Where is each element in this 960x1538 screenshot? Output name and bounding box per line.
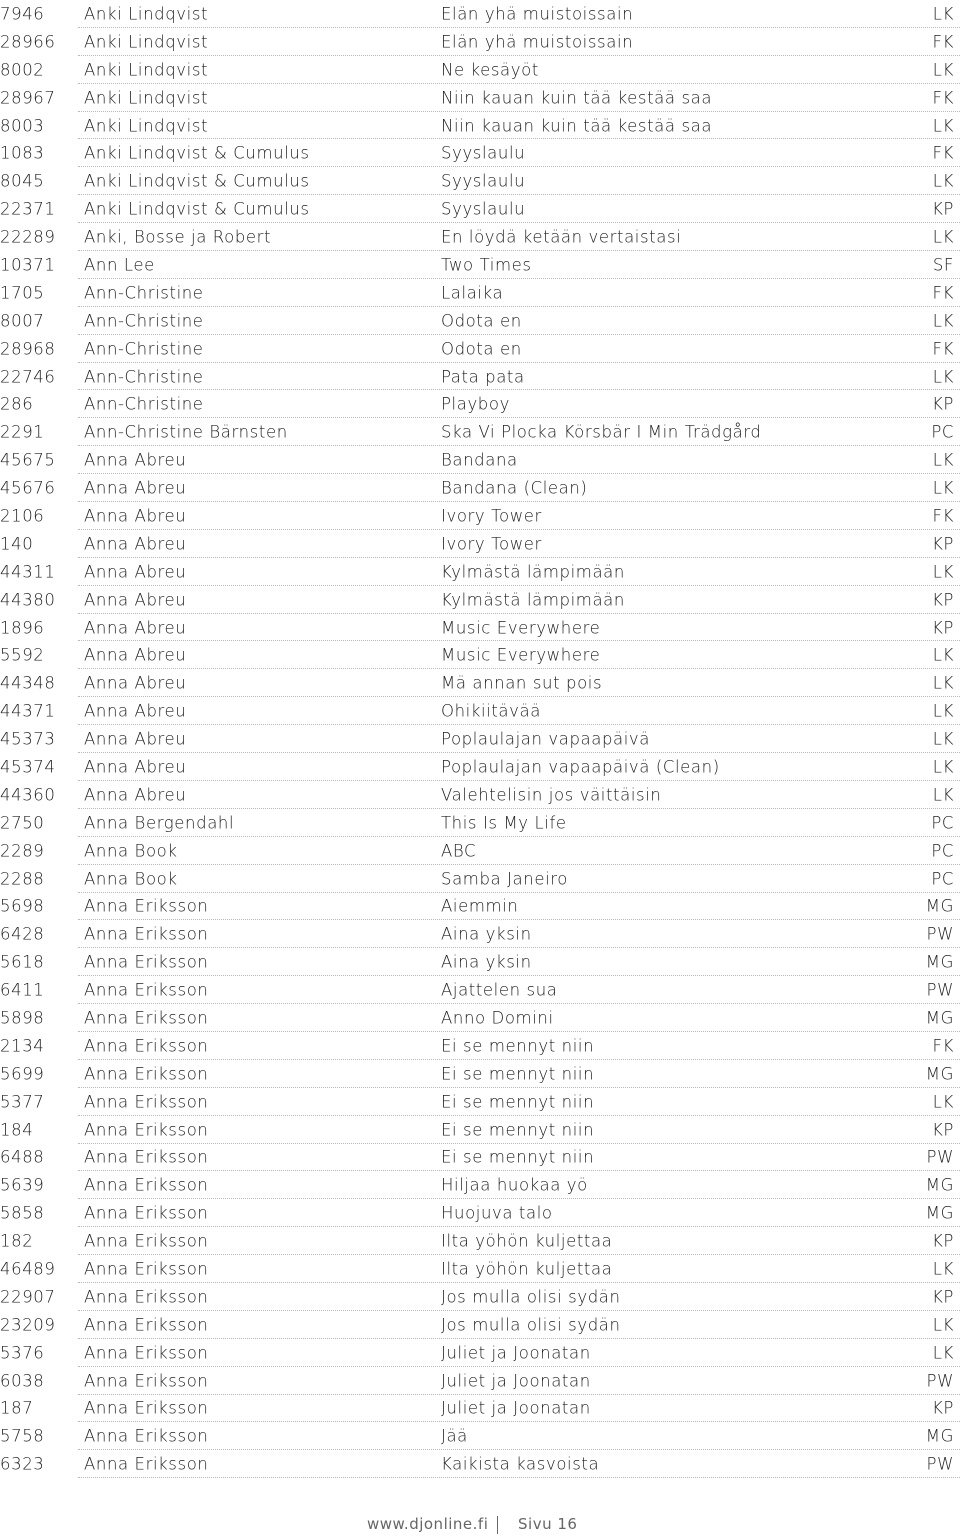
artist-name: Anna Eriksson (84, 1454, 209, 1474)
artist-name: Anna Eriksson (84, 1092, 209, 1112)
song-number: 5758 (0, 1426, 45, 1446)
artist-name: Anna Abreu (84, 562, 187, 582)
song-title: Bandana (Clean) (441, 478, 588, 498)
song-number: 8007 (0, 311, 45, 331)
artist-name: Anna Eriksson (84, 1231, 209, 1251)
artist-name: Anna Abreu (84, 785, 187, 805)
table-row (0, 112, 960, 140)
format-code: LK (932, 450, 954, 470)
song-title: Music Everywhere (441, 618, 601, 638)
song-title: Ska Vi Plocka Körsbär I Min Trädgård (441, 422, 762, 442)
song-title: Ivory Tower (441, 506, 542, 526)
song-number: 2288 (0, 869, 45, 889)
song-number: 1083 (0, 143, 45, 163)
table-row (0, 586, 960, 614)
song-number: 44311 (0, 562, 56, 582)
table-row (0, 1227, 960, 1255)
song-title: Poplaulajan vapaapäivä (441, 729, 650, 749)
song-title: Music Everywhere (441, 645, 601, 665)
artist-name: Anna Abreu (84, 673, 187, 693)
song-title: Hiljaa huokaa yö (441, 1175, 588, 1195)
table-row (0, 920, 960, 948)
table-row (0, 558, 960, 586)
table-row (0, 223, 960, 251)
song-number: 45373 (0, 729, 56, 749)
table-row (0, 948, 960, 976)
song-title: Valehtelisin jos väittäisin (441, 785, 662, 805)
song-number: 44371 (0, 701, 56, 721)
song-number: 2289 (0, 841, 45, 861)
song-number: 23209 (0, 1315, 56, 1335)
table-row (0, 1311, 960, 1339)
song-number: 2134 (0, 1036, 45, 1056)
format-code: FK (932, 32, 954, 52)
song-number: 22907 (0, 1287, 56, 1307)
format-code: PC (931, 869, 954, 889)
format-code: LK (932, 785, 954, 805)
artist-name: Anna Eriksson (84, 896, 209, 916)
artist-name: Ann-Christine (84, 339, 204, 359)
format-code: LK (932, 116, 954, 135)
song-title: Kylmästä lämpimään (441, 590, 625, 610)
table-row (0, 251, 960, 279)
artist-name: Anna Eriksson (84, 1343, 209, 1363)
table-row (0, 1116, 960, 1144)
table-row (0, 84, 960, 112)
artist-name: Anna Bergendahl (84, 813, 235, 833)
format-code: FK (932, 143, 954, 163)
format-code: PC (931, 813, 954, 833)
song-title: Aina yksin (441, 924, 532, 944)
table-row (0, 697, 960, 725)
artist-name: Anki Lindqvist (84, 88, 209, 108)
song-number: 6428 (0, 924, 45, 944)
song-number: 5898 (0, 1008, 45, 1028)
table-row (0, 195, 960, 223)
artist-name: Anna Abreu (84, 757, 187, 777)
artist-name: Anna Eriksson (84, 924, 209, 944)
song-title: Kylmästä lämpimään (441, 562, 625, 582)
artist-name: Anna Eriksson (84, 1120, 209, 1140)
format-code: LK (932, 171, 954, 191)
artist-name: Anna Eriksson (84, 1259, 209, 1279)
table-row (0, 1450, 960, 1478)
artist-name: Anna Abreu (84, 645, 187, 665)
song-number: 8003 (0, 116, 45, 135)
format-code: LK (932, 311, 954, 331)
format-code: MG (925, 1426, 954, 1446)
format-code: PW (926, 1147, 954, 1167)
song-number: 6038 (0, 1371, 45, 1391)
format-code: PW (926, 1454, 954, 1474)
song-title: Lalaika (441, 283, 504, 303)
table-row (0, 307, 960, 335)
artist-name: Anki Lindqvist & Cumulus (84, 171, 310, 191)
song-title: Aina yksin (441, 952, 532, 972)
song-number: 22289 (0, 227, 56, 247)
song-title: Juliet ja Joonatan (441, 1343, 591, 1363)
song-number: 5377 (0, 1092, 45, 1112)
song-number: 22371 (0, 199, 56, 219)
table-row (0, 363, 960, 391)
format-code: MG (925, 1175, 954, 1195)
song-title: Odota en (441, 311, 522, 331)
song-number: 8002 (0, 60, 45, 80)
song-title: Syyslaulu (441, 171, 526, 191)
table-row (0, 1171, 960, 1199)
song-title: Ne kesäyöt (441, 60, 539, 80)
table-row (0, 28, 960, 56)
song-title: Kaikista kasvoista (441, 1454, 600, 1474)
format-code: FK (932, 283, 954, 303)
format-code: PW (926, 924, 954, 944)
format-code: LK (932, 1343, 954, 1363)
song-number: 2750 (0, 813, 45, 833)
format-code: LK (932, 729, 954, 749)
artist-name: Anki Lindqvist & Cumulus (84, 143, 310, 163)
format-code: PW (926, 980, 954, 1000)
song-number: 22746 (0, 367, 56, 387)
format-code: MG (925, 952, 954, 972)
song-title: Odota en (441, 339, 522, 359)
format-code: MG (925, 896, 954, 916)
artist-name: Anna Eriksson (84, 1371, 209, 1391)
artist-name: Ann-Christine (84, 367, 204, 387)
format-code: MG (925, 1203, 954, 1223)
song-title: Ilta yöhön kuljettaa (441, 1231, 613, 1251)
format-code: PW (926, 1371, 954, 1391)
artist-name: Anna Abreu (84, 506, 187, 526)
format-code: PC (931, 841, 954, 861)
artist-name: Anki Lindqvist (84, 4, 209, 24)
artist-name: Anna Abreu (84, 478, 187, 498)
song-title: Ei se mennyt niin (441, 1064, 595, 1084)
table-row (0, 474, 960, 502)
artist-name: Anna Abreu (84, 534, 187, 554)
table-row (0, 418, 960, 446)
song-number: 5639 (0, 1175, 45, 1195)
song-number: 44360 (0, 785, 56, 805)
song-title: Samba Janeiro (441, 869, 568, 889)
format-code: KP (932, 1398, 954, 1418)
artist-name: Anna Book (84, 841, 178, 861)
artist-name: Anna Eriksson (84, 1287, 209, 1307)
table-row (0, 530, 960, 558)
song-number: 7946 (0, 4, 45, 24)
format-code: MG (925, 1008, 954, 1028)
table-row (0, 1395, 960, 1423)
format-code: KP (932, 618, 954, 638)
table-row (0, 56, 960, 84)
song-title: Mä annan sut pois (441, 673, 603, 693)
song-title: Poplaulajan vapaapäivä (Clean) (441, 757, 720, 777)
format-code: KP (932, 1287, 954, 1307)
song-title: Juliet ja Joonatan (441, 1398, 591, 1418)
song-title: Anno Domini (441, 1008, 554, 1028)
format-code: LK (932, 227, 954, 247)
artist-name: Anna Eriksson (84, 952, 209, 972)
song-number: 45374 (0, 757, 56, 777)
format-code: FK (932, 339, 954, 359)
song-number: 5698 (0, 896, 45, 916)
format-code: KP (932, 1231, 954, 1251)
artist-name: Anna Abreu (84, 729, 187, 749)
table-row (0, 167, 960, 195)
format-code: LK (932, 645, 954, 665)
table-row (0, 390, 960, 418)
song-title: Jos mulla olisi sydän (441, 1287, 621, 1307)
format-code: KP (932, 1120, 954, 1140)
format-code: FK (932, 88, 954, 108)
table-row (0, 781, 960, 809)
table-row (0, 614, 960, 642)
format-code: PC (931, 422, 954, 442)
format-code: MG (925, 1064, 954, 1084)
format-code: LK (932, 562, 954, 582)
song-number: 28966 (0, 32, 56, 52)
song-number: 5592 (0, 645, 45, 665)
song-number: 5699 (0, 1064, 45, 1084)
song-title: Ei se mennyt niin (441, 1120, 595, 1140)
artist-name: Anna Eriksson (84, 1426, 209, 1446)
format-code: LK (932, 701, 954, 721)
song-title: Niin kauan kuin tää kestää saa (441, 116, 713, 135)
format-code: LK (932, 1315, 954, 1335)
song-title: En löydä ketään vertaistasi (441, 227, 682, 247)
artist-name: Anna Abreu (84, 590, 187, 610)
table-row (0, 725, 960, 753)
song-number: 2106 (0, 506, 45, 526)
table-row (0, 976, 960, 1004)
song-number: 28968 (0, 339, 56, 359)
song-number: 10371 (0, 255, 56, 275)
song-number: 45675 (0, 450, 56, 470)
artist-name: Anki Lindqvist & Cumulus (84, 199, 310, 219)
artist-name: Anna Abreu (84, 618, 187, 638)
artist-name: Anki Lindqvist (84, 32, 209, 52)
table-row (0, 502, 960, 530)
artist-name: Anki Lindqvist (84, 116, 209, 135)
song-title: This Is My Life (441, 813, 567, 833)
format-code: LK (932, 1259, 954, 1279)
song-number: 187 (0, 1398, 34, 1418)
table-row (0, 1088, 960, 1116)
song-title: Juliet ja Joonatan (441, 1371, 591, 1391)
song-title: Ilta yöhön kuljettaa (441, 1259, 613, 1279)
table-row (0, 1060, 960, 1088)
artist-name: Anki, Bosse ja Robert (84, 227, 272, 247)
artist-name: Anna Eriksson (84, 1147, 209, 1167)
song-number: 46489 (0, 1259, 56, 1279)
table-row (0, 446, 960, 474)
song-number: 1705 (0, 283, 45, 303)
table-row (0, 893, 960, 921)
song-number: 6488 (0, 1147, 45, 1167)
song-title: Ohikiitävää (441, 701, 541, 721)
format-code: KP (932, 590, 954, 610)
artist-name: Anna Eriksson (84, 1036, 209, 1056)
artist-name: Ann-Christine (84, 394, 204, 414)
artist-name: Anna Eriksson (84, 1008, 209, 1028)
artist-name: Anna Eriksson (84, 1398, 209, 1418)
song-number: 6323 (0, 1454, 45, 1474)
format-code: KP (932, 394, 954, 414)
song-title: Two Times (441, 255, 532, 275)
artist-name: Anna Eriksson (84, 1175, 209, 1195)
footer-separator (497, 1516, 498, 1534)
artist-name: Anna Eriksson (84, 1315, 209, 1335)
song-number: 1896 (0, 618, 45, 638)
format-code: FK (932, 1036, 954, 1056)
artist-name: Anna Abreu (84, 701, 187, 721)
artist-name: Anna Eriksson (84, 980, 209, 1000)
page-number: Sivu 16 (518, 1515, 578, 1533)
table-row (0, 1032, 960, 1060)
format-code: LK (932, 673, 954, 693)
song-title: Ajattelen sua (441, 980, 558, 1000)
song-number: 28967 (0, 88, 56, 108)
song-title: Syyslaulu (441, 199, 526, 219)
song-number: 6411 (0, 980, 45, 1000)
artist-name: Ann-Christine (84, 311, 204, 331)
format-code: LK (932, 4, 954, 24)
song-title: Jos mulla olisi sydän (441, 1315, 621, 1335)
format-code: LK (932, 1092, 954, 1112)
format-code: SF (932, 255, 954, 275)
song-title: Ei se mennyt niin (441, 1147, 595, 1167)
song-number: 140 (0, 534, 34, 554)
song-number: 45676 (0, 478, 56, 498)
artist-name: Anna Abreu (84, 450, 187, 470)
song-title: Elän yhä muistoissain (441, 32, 634, 52)
table-row (0, 641, 960, 669)
format-code: LK (932, 757, 954, 777)
song-title: Huojuva talo (441, 1203, 553, 1223)
artist-name: Anki Lindqvist (84, 60, 209, 80)
song-title: Aiemmin (441, 896, 519, 916)
footer-site-link[interactable]: www.djonline.fi (367, 1515, 489, 1533)
song-title: Jää (441, 1426, 468, 1446)
table-row (0, 1367, 960, 1395)
artist-name: Ann-Christine Bärnsten (84, 422, 288, 442)
format-code: LK (932, 478, 954, 498)
table-row (0, 837, 960, 865)
song-title: Syyslaulu (441, 143, 526, 163)
artist-name: Anna Eriksson (84, 1203, 209, 1223)
artist-name: Anna Eriksson (84, 1064, 209, 1084)
table-row (0, 1004, 960, 1032)
table-row (0, 0, 960, 28)
song-number: 8045 (0, 171, 45, 191)
table-row (0, 1283, 960, 1311)
table-row (0, 1199, 960, 1227)
table-row (0, 753, 960, 781)
table-row (0, 809, 960, 837)
song-number: 5376 (0, 1343, 45, 1363)
table-row (0, 279, 960, 307)
table-row (0, 1255, 960, 1283)
table-row (0, 1144, 960, 1172)
song-number: 44380 (0, 590, 56, 610)
table-row (0, 139, 960, 167)
song-title: Bandana (441, 450, 518, 470)
table-row (0, 1422, 960, 1450)
table-row (0, 335, 960, 363)
song-title: Elän yhä muistoissain (441, 4, 634, 24)
artist-name: Ann Lee (84, 255, 155, 275)
song-number: 2291 (0, 422, 45, 442)
song-number: 182 (0, 1231, 34, 1251)
table-row (0, 1339, 960, 1367)
format-code: KP (932, 534, 954, 554)
format-code: FK (932, 506, 954, 526)
artist-name: Ann-Christine (84, 283, 204, 303)
song-number: 184 (0, 1120, 34, 1140)
artist-name: Anna Book (84, 869, 178, 889)
song-title: Ei se mennyt niin (441, 1036, 595, 1056)
table-row (0, 865, 960, 893)
format-code: LK (932, 367, 954, 387)
song-number: 5618 (0, 952, 45, 972)
song-number: 286 (0, 394, 34, 414)
format-code: LK (932, 60, 954, 80)
song-title: Ivory Tower (441, 534, 542, 554)
song-number: 44348 (0, 673, 56, 693)
song-number: 5858 (0, 1203, 45, 1223)
song-title: Niin kauan kuin tää kestää saa (441, 88, 713, 108)
format-code: KP (932, 199, 954, 219)
song-title: Playboy (441, 394, 510, 414)
song-title: ABC (441, 841, 477, 861)
song-title: Ei se mennyt niin (441, 1092, 595, 1112)
song-title: Pata pata (441, 367, 525, 387)
table-row (0, 669, 960, 697)
